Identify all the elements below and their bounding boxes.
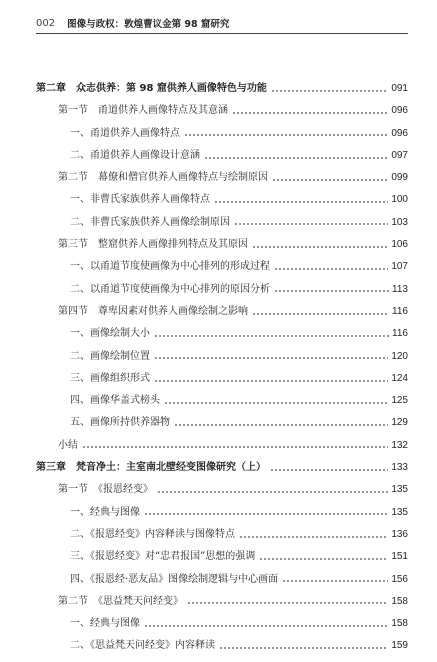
toc-entry-page: 097 — [391, 149, 408, 161]
toc-entry-page: 106 — [391, 239, 408, 251]
toc-subsection-entry — [36, 390, 408, 412]
dot-leader — [204, 156, 388, 160]
dot-leader — [157, 490, 388, 494]
toc-subsection-entry — [36, 368, 408, 390]
toc-entry-page: 096 — [391, 105, 408, 117]
toc-entry-title: 一、以甬道节度使画像为中心排列的形成过程 — [70, 261, 270, 273]
dot-leader — [154, 379, 388, 383]
toc-subsection-entry — [36, 256, 408, 278]
toc-entry-page: 129 — [391, 417, 408, 429]
toc-entry-page: 158 — [391, 595, 408, 607]
toc-entry-title: 三、《报恩经变》对“忠君报国”思想的强调 — [70, 551, 256, 563]
dot-leader — [184, 133, 388, 137]
toc-entry-title: 二、非曹氏家族供养人画像绘制原因 — [70, 216, 230, 228]
toc-entry-page: 133 — [391, 462, 408, 474]
toc-entry-title: 二、《思益梵天问经变》内容释读 — [70, 640, 215, 652]
dot-leader — [144, 624, 388, 628]
toc-entry-title: 第三节 整窟供养人画像排列特点及其原因 — [58, 239, 248, 251]
toc-subsection-entry — [36, 123, 408, 145]
dot-leader — [272, 178, 388, 182]
toc-entry-title: 第二章 众志供养：第 98 窟供养人画像特色与功能 — [36, 83, 267, 94]
toc-section-entry — [36, 435, 408, 457]
toc-entry-title: 第二节 幕僚和僧官供养人画像特点与绘制原因 — [58, 172, 268, 184]
toc-section-entry — [36, 234, 408, 256]
toc-entry-page: 096 — [391, 127, 408, 139]
toc-entry-page: 100 — [391, 194, 408, 206]
toc-section-entry — [36, 100, 408, 122]
toc-subsection-entry — [36, 502, 408, 524]
toc-entry-title: 第一节 甬道供养人画像特点及其意涵 — [58, 105, 228, 117]
toc-entry-title: 四、画像华盖式榜头 — [70, 395, 160, 407]
toc-entry-page: 132 — [391, 439, 408, 451]
dot-leader — [239, 535, 388, 539]
toc-entry-page: 091 — [391, 83, 408, 94]
toc-section-entry — [36, 167, 408, 189]
dot-leader — [219, 646, 388, 650]
toc-entry-title: 一、经典与图像 — [70, 506, 140, 518]
toc-entry-title: 二、以甬道节度使画像为中心排列的原因分析 — [70, 283, 270, 295]
dot-leader — [252, 312, 389, 316]
toc-entry-title: 一、非曹氏家族供养人画像特点 — [70, 194, 210, 206]
dot-leader — [234, 222, 388, 226]
toc-subsection-entry — [36, 323, 408, 345]
toc-entry-title: 第一节 《报恩经变》 — [58, 484, 153, 496]
dot-leader — [252, 245, 388, 249]
toc-subsection-entry — [36, 569, 408, 591]
toc-entry-page: 159 — [391, 640, 408, 652]
toc-entry-title: 第二节 《思益梵天问经变》 — [58, 595, 183, 607]
toc-entry-page: 125 — [391, 395, 408, 407]
toc-entry-page: 151 — [391, 551, 408, 563]
toc-entry-page: 158 — [391, 618, 408, 630]
toc-entry-title: 二、《报恩经变》内容释读与图像特点 — [70, 528, 235, 540]
toc-entry-title: 一、画像绘制大小 — [70, 328, 150, 340]
toc-subsection-entry — [36, 279, 408, 301]
toc-entry-page: 135 — [391, 484, 408, 496]
page-number: 002 — [36, 17, 56, 29]
toc-entry-title: 三、画像组织形式 — [70, 372, 150, 384]
toc-entry-page: 103 — [391, 216, 408, 228]
toc-entry-title: 二、画像绘制位置 — [70, 350, 150, 362]
toc-entry-page: 136 — [391, 528, 408, 540]
toc-section-entry — [36, 301, 408, 323]
dot-leader — [144, 512, 388, 516]
toc-section-entry — [36, 591, 408, 613]
dot-leader — [187, 601, 388, 605]
toc-entry-page: 156 — [391, 573, 408, 585]
toc-subsection-entry — [36, 212, 408, 234]
toc-entry-title: 二、甬道供养人画像设计意涵 — [70, 149, 200, 161]
dot-leader — [271, 89, 388, 93]
dot-leader — [214, 200, 388, 204]
toc-subsection-entry — [36, 613, 408, 635]
toc-subsection-entry — [36, 145, 408, 167]
dot-leader — [82, 445, 388, 449]
toc-subsection-entry — [36, 346, 408, 368]
toc-chapter-entry — [36, 457, 408, 479]
table-of-contents — [36, 78, 408, 658]
toc-entry-page: 099 — [391, 172, 408, 184]
dot-leader — [274, 289, 389, 293]
toc-subsection-entry — [36, 189, 408, 211]
toc-subsection-entry — [36, 635, 408, 657]
toc-subsection-entry — [36, 524, 408, 546]
dot-leader — [270, 468, 388, 472]
dot-leader — [164, 401, 388, 405]
toc-entry-page: 124 — [391, 372, 408, 384]
dot-leader — [174, 423, 388, 427]
toc-entry-title: 第四节 尊卑因素对供养人画像绘制之影响 — [58, 305, 248, 317]
toc-entry-page: 135 — [391, 506, 408, 518]
toc-chapter-entry — [36, 78, 408, 100]
toc-entry-page: 116 — [392, 328, 408, 340]
toc-entry-title: 五、画像所持供养器物 — [70, 417, 170, 429]
toc-entry-page: 116 — [392, 305, 408, 317]
toc-entry-title: 四、《报恩经·恶友品》图像绘制逻辑与中心画面 — [70, 573, 279, 585]
toc-entry-title: 一、经典与图像 — [70, 618, 140, 630]
toc-entry-page: 120 — [391, 350, 408, 362]
dot-leader — [282, 579, 388, 583]
toc-entry-title: 第三章 梵音净土：主室南北壁经变图像研究（上） — [36, 462, 266, 474]
toc-entry-title: 小结 — [58, 439, 78, 451]
toc-subsection-entry — [36, 412, 408, 434]
dot-leader — [154, 334, 389, 338]
running-header — [36, 14, 408, 32]
dot-leader — [154, 356, 388, 360]
book-title: 图像与政权：敦煌曹议金第 98 窟研究 — [67, 19, 230, 30]
dot-leader — [259, 557, 388, 561]
toc-section-entry — [36, 479, 408, 501]
dot-leader — [274, 267, 388, 271]
toc-entry-page: 107 — [391, 261, 408, 273]
dot-leader — [232, 111, 388, 115]
toc-subsection-entry — [36, 546, 408, 568]
header-rule — [36, 33, 408, 34]
toc-entry-title: 一、甬道供养人画像特点 — [70, 127, 180, 139]
toc-entry-page: 113 — [392, 283, 408, 295]
